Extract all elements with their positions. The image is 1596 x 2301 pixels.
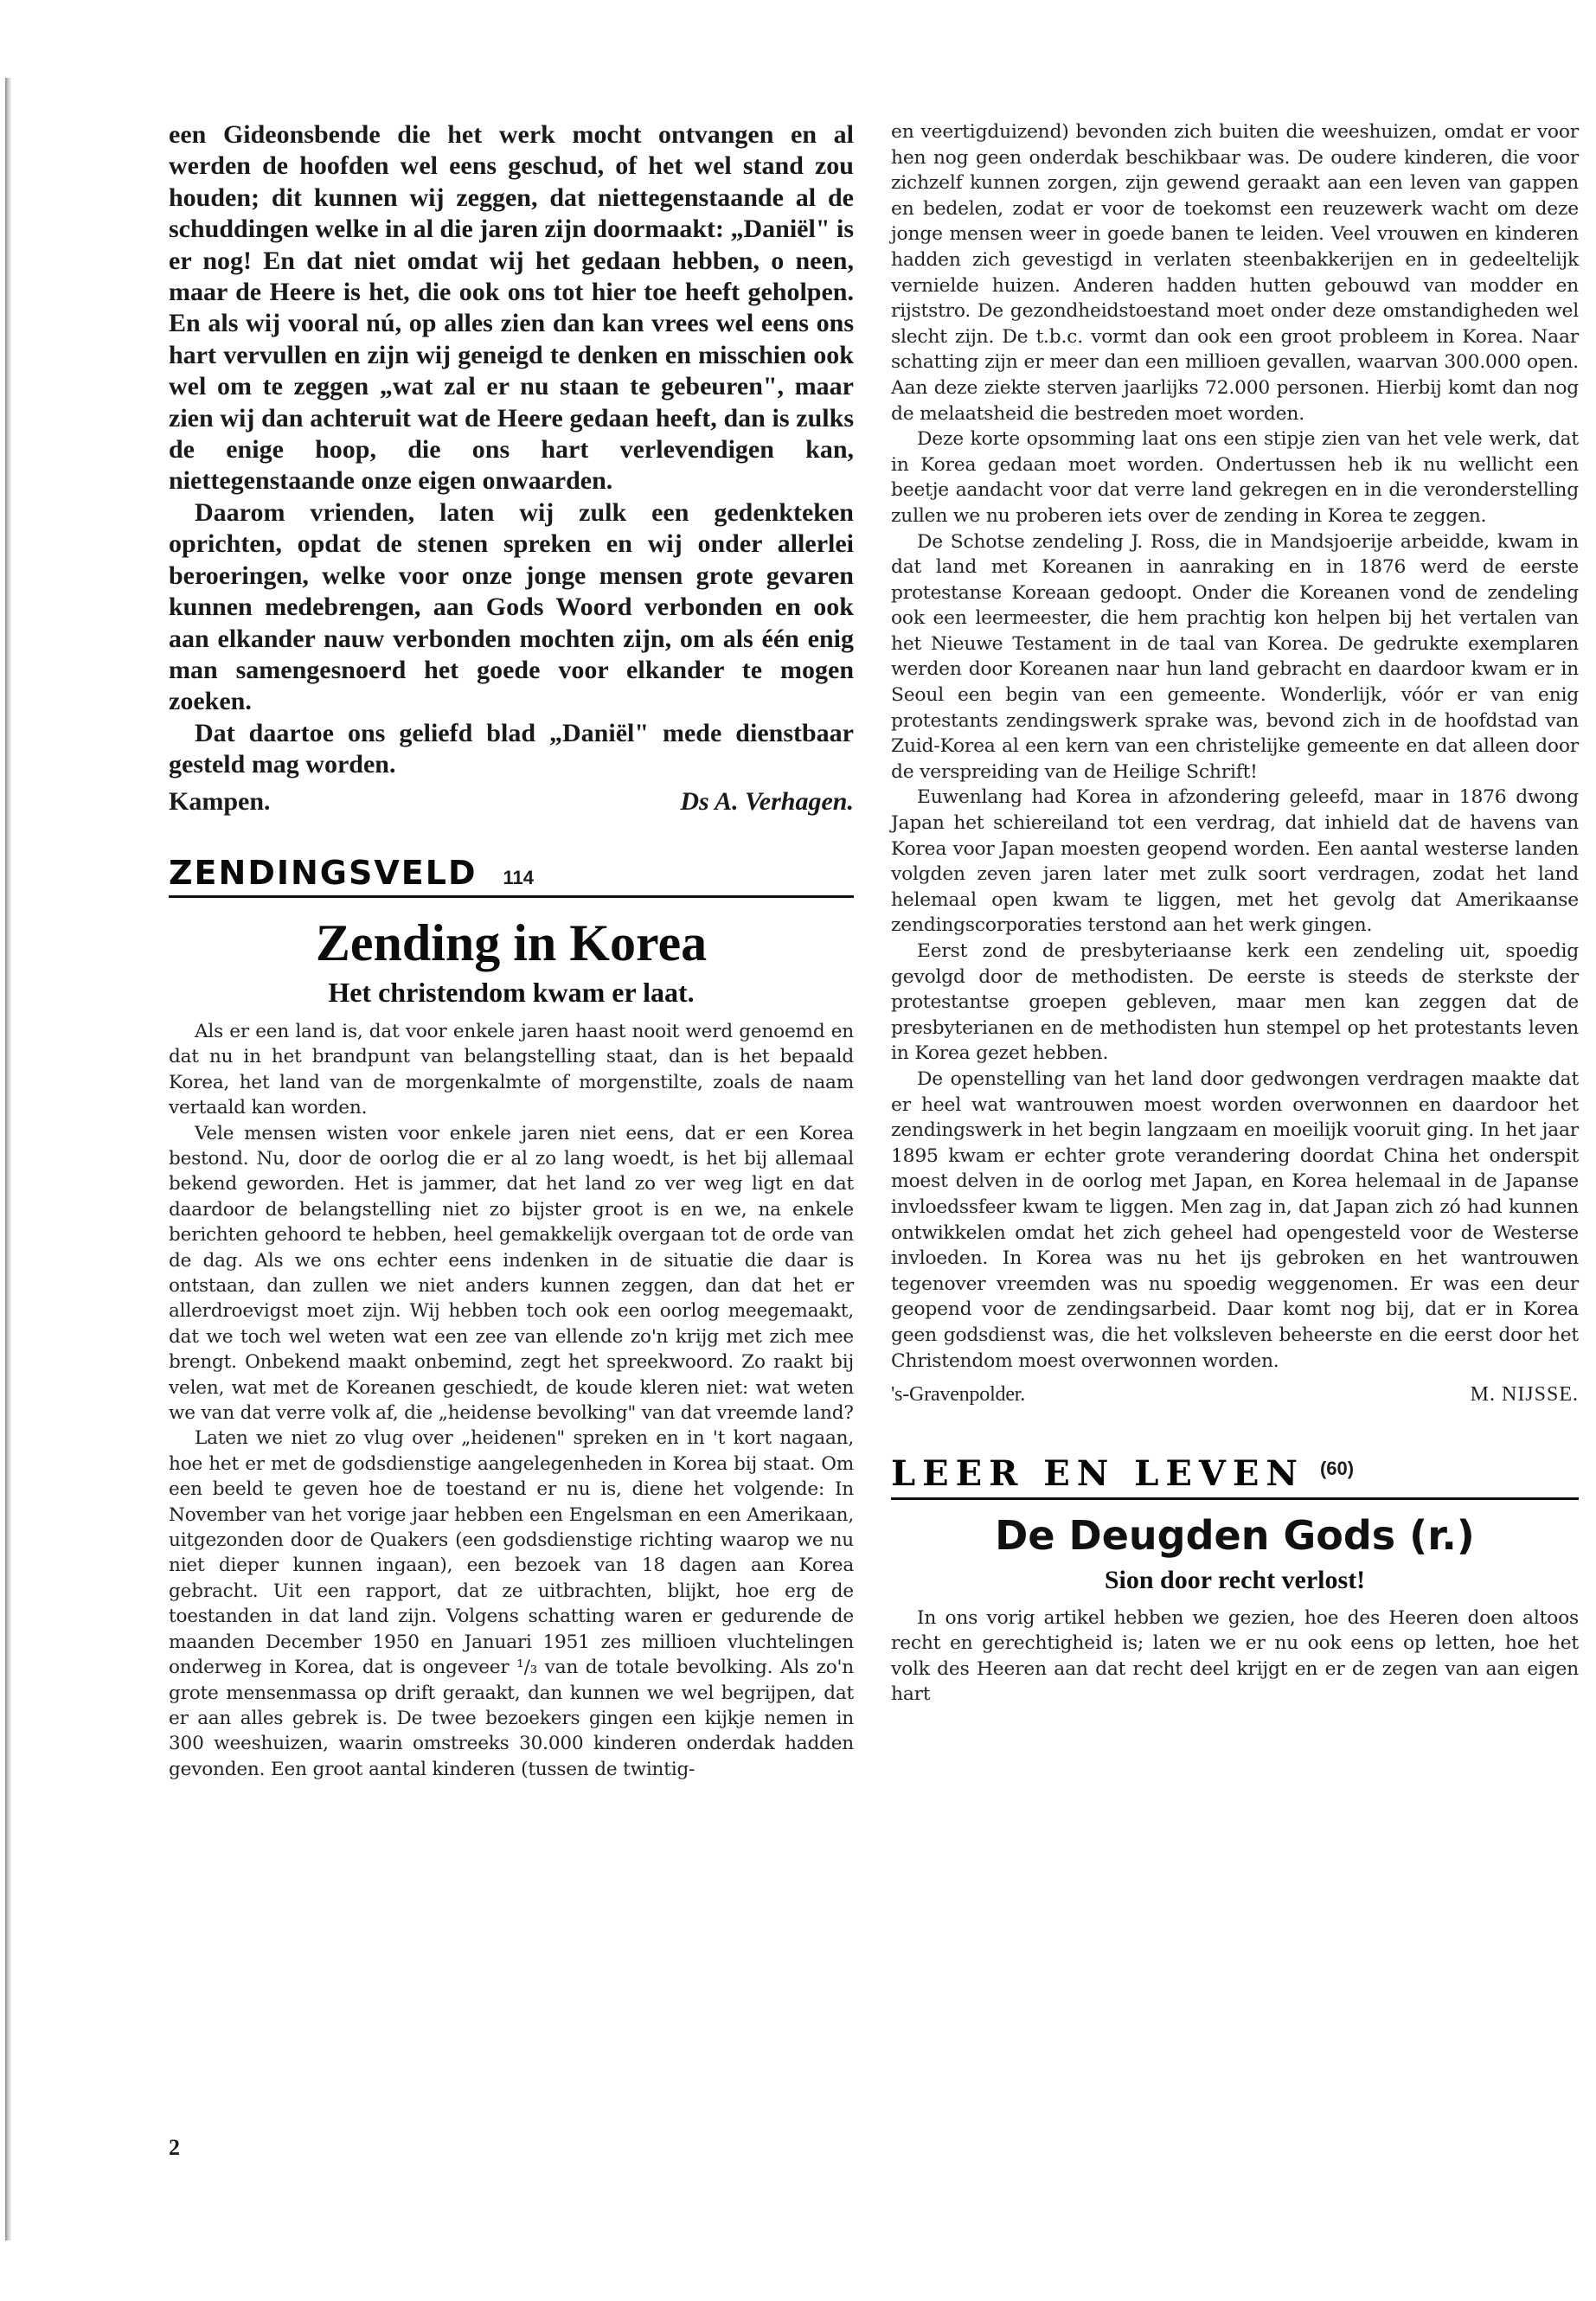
leer-header: [891, 1453, 1579, 1500]
page-number: 2: [169, 2135, 180, 2160]
letter-continuation: [169, 119, 854, 817]
letter-signature: [169, 786, 854, 817]
article-place: 's-Gravenpolder.: [891, 1383, 1026, 1407]
leer-title: LEER EN LEVEN: [891, 1452, 1304, 1494]
article-paragraph: Als er een land is, dat voor enkele jaren haast nooit werd genoemd en dat nu in het brandpunt van belangstelling staat, dan is het bepaald Korea, het land van de morgenkalmte of morgenstilte, zoals de naam vertaald kan worden.: [169, 1020, 854, 1119]
article-paragraph: Deze korte opsomming laat ons een stipje zien van het vele werk, dat in Korea gedaan moet worden. Ondertussen heb ik nu wellicht een beetje aandacht voor dat verre land gekregen en in die veronderstelling zullen we nu proberen iets over de zending in Korea te zeggen.: [891, 428, 1579, 527]
leer-paragraph: In ons vorig artikel hebben we gezien, hoe des Heeren doen altoos recht en gerechtigheid is; laten we er nu ook eens op letten, hoe het volk des Heeren aan dat recht deel krijgt en er de zegen van aan eigen hart: [891, 1606, 1579, 1706]
leer-article-title: De Deugden Gods (r.): [995, 1511, 1475, 1559]
letter-paragraph: een Gideonsbende die het werk mocht ontvangen en al werden de hoofden wel eens geschud, of het wel stand zou houden; dit kunnen wij zeggen, dat niettegenstaande al de schuddingen welke in al die jaren zijn doormaakt: „Daniël" is er nog! En dat niet omdat wij het gedaan hebben, o neen, maar de Heere is het, die ook ons tot hier toe heeft geholpen. En als wij vooral nú, op alles zien dan kan vrees wel eens ons hart vervullen en zijn wij geneigd te denken en misschien ook wel om te zeggen „wat zal er nu staan te gebeuren", maar zien wij dan achteruit wat de Heere gedaan heeft, dan is zulks de enige hoop, die ons hart verlevendigen kan, niettegenstaande onze eigen onwaarden.: [169, 120, 854, 496]
scan-edge: [5, 78, 11, 2240]
article-subtitle: Het christendom kwam er laat.: [328, 976, 695, 1008]
letter-place: Kampen.: [169, 786, 271, 816]
leer-article-subtitle: Sion door recht verlost!: [1104, 1565, 1366, 1594]
article-paragraph: Laten we niet zo vlug over „heidenen" spreken en in 't kort nagaan, hoe het er met de godsdienstige aangelegenheden in Korea bij staat. Om een beeld te geven hoe de toestand er nu is, diene het volgende: In November van het vorige jaar hebben een Engelsman en een Amerikaan, uitgezonden door de Quakers (een godsdienstige richting waarop we nu niet dieper kunnen ingaan), een bezoek van 18 dagen aan Korea gebracht. Uit een rapport, dat ze uitbrachten, blijkt, hoe erg de toestanden in dat land zijn. Volgens schatting waren er gedurende de maanden December 1950 en Januari 1951 zes millioen vluchtelingen onderweg in Korea, dat is ongeveer ¹/₃ van de totale bevolking. Als zo'n grote mensenmassa op drift geraakt, dan kunnen we wel begrijpen, dat er aan alles gebrek is. De twee bezoekers gingen een kijkje nemen in 300 weeshuizen, waarin omstreeks 30.000 kinderen onderdak hadden gevonden. Een groot aantal kinderen (tussen de twintig-: [169, 1427, 854, 1780]
letter-author: Ds A. Verhagen.: [680, 786, 854, 816]
section-title: ZENDINGSVELD: [169, 853, 478, 892]
leer-number: (60): [1319, 1457, 1355, 1479]
article-paragraph: Euwenlang had Korea in afzondering geleefd, maar in 1876 dwong Japan het schiereiland tot een verdrag, dat inhield dat de havens van Korea voor Japan moesten geopend worden. Een aantal westerse landen volgden zeven jaren later met zulk soort verdragen, zodat het land helemaal open kwam te liggen, met het gevolg dat Amerikaanse zendingscorporaties terstond aan het werk gingen.: [891, 786, 1579, 937]
leer-en-leven-section: [891, 1453, 1579, 1708]
article-paragraph: De Schotse zendeling J. Ross, die in Mandsjoerije arbeidde, kwam in dat land met Koreanen in aanraking en in 1876 werd de eerste protestanse Koreaan gedoopt. Onder die Koreanen vond de zendeling ook een leermeester, die hem prachtig kon helpen bij het vertalen van het Nieuwe Testament in de taal van Korea. De gedrukte exemplaren werden door Koreanen naar hun land gebracht en daardoor kwam er in Seoul een begin van een gemeente. Wonderlijk, vóór er van enig protestants zendingswerk sprake was, bevond zich in de hoofdstad van Zuid-Korea al een kern van een christelijke gemeente en dat alleen door de verspreiding van de Heilige Schrift!: [891, 530, 1579, 783]
article-paragraph: Eerst zond de presbyteriaanse kerk een zendeling uit, spoedig gevolgd door de methodisten. De eerste is steeds de sterkste der protestantse groepen gebleven, maar men kan zeggen dat de presbyterianen en de methodisten hun stempel op het protestants leven in Korea gezet hebben.: [891, 940, 1579, 1065]
zendingsveld-section: [169, 854, 854, 1782]
article-signature: [891, 1382, 1579, 1408]
article-paragraph: Vele mensen wisten voor enkele jaren niet eens, dat er een Korea bestond. Nu, door de oorlog die er al zo lang woedt, is het bij allemaal bekend geworden. Het is jammer, dat het land zo ver weg ligt en dat daardoor de belangstelling niet zo bijster groot is en we, na enkele berichten gehoord te hebben, heel gemakkelijk overgaan tot de orde van de dag. Als we ons echter eens indenken in de situatie die daar is ontstaan, dan zullen we niet anders kunnen zeggen, dan dat het er allerdroevigst moet zijn. Wij hebben toch ook een oorlog meegemaakt, dat we toch wel weten wat een zee van ellende zo'n krijg met zich mee brengt. Onbekend maakt onbemind, zegt het spreekwoord. Zo raakt bij velen, wat met de Koreanen geschiedt, de koude kleren niet: wat weten we van dat verre volk af, die „heidense bevolking" van dat vreemde land?: [169, 1122, 854, 1425]
section-header: [169, 854, 854, 898]
section-number: 114: [503, 866, 534, 888]
letter-paragraph: Dat daartoe ons geliefd blad „Daniël" mede dienstbaar gesteld mag worden.: [169, 718, 854, 779]
article-author: M. NIJSSE.: [1470, 1383, 1579, 1407]
article-title: Zending in Korea: [315, 913, 708, 971]
left-column: [169, 119, 854, 1782]
letter-paragraph: Daarom vrienden, laten wij zulk een gedenkteken oprichten, opdat de stenen spreken en wij onder allerlei beroeringen, welke voor onze jonge mensen grote gevaren kunnen medebrengen, aan Gods Woord verbonden en ook aan elkander nauw verbonden mochten zijn, om als één enig man samengesnoerd het goede voor elkander te mogen zoeken.: [169, 497, 854, 716]
article-paragraph: De openstelling van het land door gedwongen verdragen maakte dat er heel wat wantrouwen moest worden overwonnen en daardoor het zendingswerk in het begin langzaam en moeilijk vooruit ging. In het jaar 1895 kwam er echter grote verandering doordat China het onderspit moest delven in de oorlog met Japan, en Korea helemaal in de Japanse invloedssfeer kwam te liggen. Men zag in, dat Japan zich zó had kunnen ontwikkelen omdat het zich geheel had opengesteld voor de Westerse invloeden. In Korea was nu het ijs gebroken en het wantrouwen tegenover vreemden was nu spoedig weggenomen. Er was een deur geopend voor de zendingsarbeid. Daar komt nog bij, dat er in Korea geen godsdienst was, die het volksleven beheerste en die eerst door het Christendom moest overwonnen worden.: [891, 1067, 1579, 1372]
article-paragraph: en veertigduizend) bevonden zich buiten die weeshuizen, omdat er voor hen nog geen onderdak beschikbaar was. De oudere kinderen, die voor zichzelf kunnen zorgen, zijn gewend geraakt aan een leven van gappen en bedelen, zodat er voor de toekomst een reuzewerk wacht om deze jonge mensen weer in goede banen te leiden. Veel vrouwen en kinderen hadden zich gevestigd in verlaten steenbakkerijen en in gedeeltelijk vernielde huizen. Anderen hadden hutten gebouwd van modder en rijststro. De gezondheidstoestand moet onder deze omstandigheden wel slecht zijn. De t.b.c. vormt dan ook een groot probleem in Korea. Naar schatting zijn er meer dan een millioen gevallen, waarvan 300.000 open. Aan deze ziekte sterven jaarlijks 72.000 personen. Hierbij komt dan nog de melaatsheid die bestreden moet worden.: [891, 121, 1579, 425]
right-column: [891, 119, 1579, 1708]
